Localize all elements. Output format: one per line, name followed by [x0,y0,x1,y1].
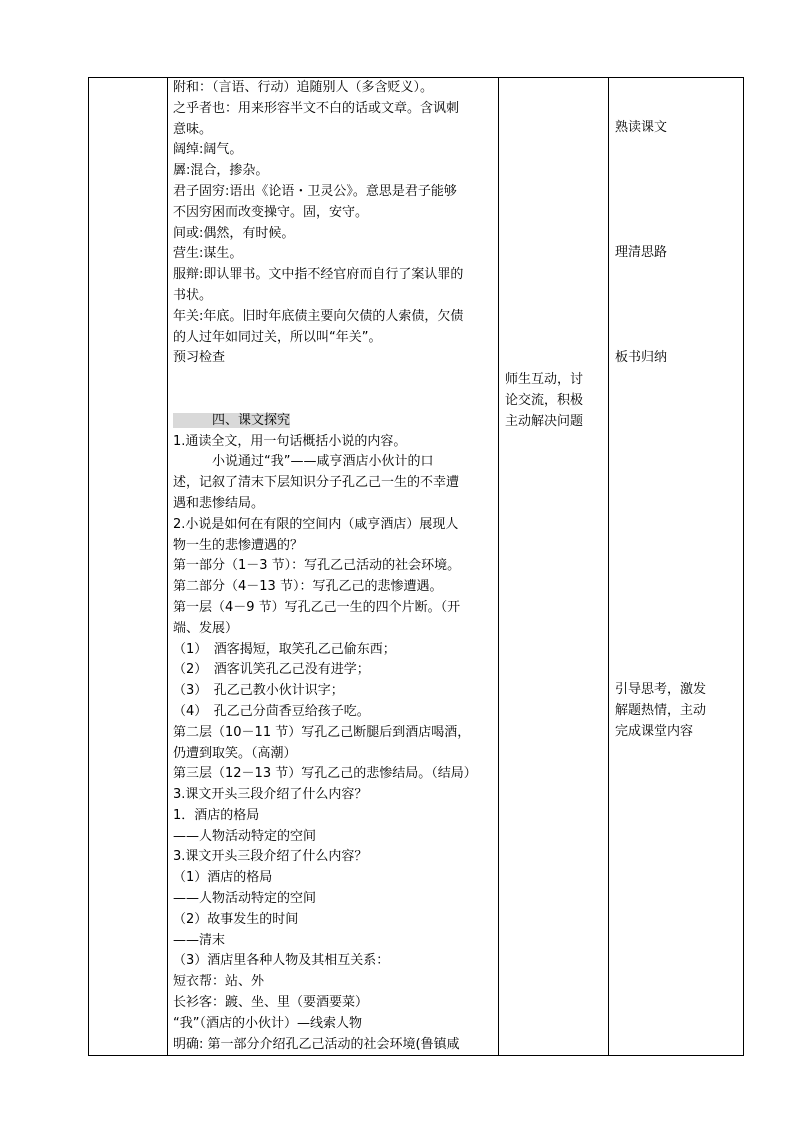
content-line: 3.课文开头三段介绍了什么内容？ [173,849,368,865]
content-line: （2） 酒客讥笑孔乙己没有进学； [173,662,370,678]
content-line: （4） 孔乙己分茴香豆给孩子吃。 [173,703,370,719]
intent-note: 板书归纳 [615,350,668,365]
content-line: 端、发展） [173,620,239,636]
content-line: 第二部分（4－13 节）：写孔乙己的悲惨遭遇。 [173,579,443,595]
content-line: 君子固穷:语出《论语・卫灵公》。意思是君子能够 [173,183,457,199]
content-line: 之乎者也：用来形容半文不白的话或文章。含讽刺 [173,100,460,116]
method-line: 师生互动，讨 [505,372,584,387]
content-line: 年关:年底。旧时年底债主要向欠债的人索债，欠债 [173,308,464,324]
intent-cell [609,78,744,1056]
intent-line: 完成课堂内容 [615,723,694,739]
method-line: 论交流，积极 [505,392,584,408]
content-line: 不因穷困而改变操守。固，安守。 [173,204,369,220]
content-line: （1） 酒客揭短，取笑孔乙己偷东西； [173,641,396,657]
content-line: ——人物活动特定的空间 [173,891,317,907]
blank-column [89,78,168,1056]
content-line: “我”（酒店的小伙计）—线索人物 [173,1015,362,1031]
content-line: 明确: 第一部分介绍孔乙己活动的社会环境(鲁镇咸 [173,1036,460,1052]
content-line: 述，记叙了清末下层知识分子孔乙己一生的不幸遭 [173,475,460,491]
content-line: 2.小说是如何在有限的空间内（咸亨酒店）展现人 [173,516,459,532]
content-line: ——人物活动特定的空间 [173,828,317,844]
content-line: 第三层（12－13 节）写孔乙己的悲惨结局。（结局） [173,766,477,782]
content-line: 第二层（10－11 节）写孔乙己断腿后到酒店喝酒， [173,724,471,740]
content-line: 仍遭到取笑。（高潮） [173,745,297,761]
blank-line [173,369,494,390]
section-heading [173,411,494,432]
content-line: 1.通读全文，用一句话概括小说的内容。 [173,433,407,449]
lesson-content-cell [168,78,499,1056]
content-line: 营生:谋生。 [173,246,243,262]
content-line: 长衫客：踱、坐、里（要酒要菜） [173,995,369,1011]
method-cell [499,78,609,1056]
method-note [505,370,604,432]
content-line: 物一生的悲惨遭遇的？ [173,537,304,553]
table-row [89,78,744,1056]
content-line: 服辩:即认罪书。文中指不经官府而自行了案认罪的 [173,267,464,283]
content-line: 遇和悲惨结局。 [173,495,265,511]
content-line: （2）故事发生的时间 [173,911,299,927]
intent-line: 引导思考，激发 [615,682,707,697]
content-line: 附和：（言语、行动）追随别人（多含贬义）。 [173,80,434,95]
content-line: 的人过年如同过关，所以叫“年关”。 [173,329,382,345]
content-line: 间或:偶然，有时候。 [173,225,295,241]
content-line: （3）酒店里各种人物及其相互关系： [173,953,390,969]
content-line: 短衣帮：站、外 [173,974,265,990]
content-line: 阔绰:阔气。 [173,142,243,158]
content-line: 第一层（4－9 节）写孔乙己一生的四个片断。（开 [173,599,461,615]
content-line: 第一部分（1－3 节）：写孔乙己活动的社会环境。 [173,558,461,574]
intent-note: 熟读课文 [615,120,668,135]
intent-note [615,680,739,742]
content-line: 3.课文开头三段介绍了什么内容？ [173,787,368,803]
content-line: 1．酒店的格局 [173,807,260,823]
intent-note: 理清思路 [615,245,668,260]
content-line: 预习检查 [173,350,226,366]
content-line: 小说通过“我”——咸亨酒店小伙计的口 [173,454,434,470]
intent-line: 解题热情，主动 [615,702,707,718]
section-heading-text: 四、课文探究 [173,412,291,428]
content-line: （3） 孔乙己教小伙计识字； [173,683,344,699]
method-line: 主动解决问题 [505,413,584,429]
content-line: 意味。 [173,121,213,137]
blank-line [173,390,494,411]
content-line: （1）酒店的格局 [173,870,273,886]
content-line: 书状。 [173,287,213,303]
content-line: ——清末 [173,932,226,948]
lesson-plan-table [88,77,744,1056]
content-line: 羼:混合，掺杂。 [173,163,269,179]
